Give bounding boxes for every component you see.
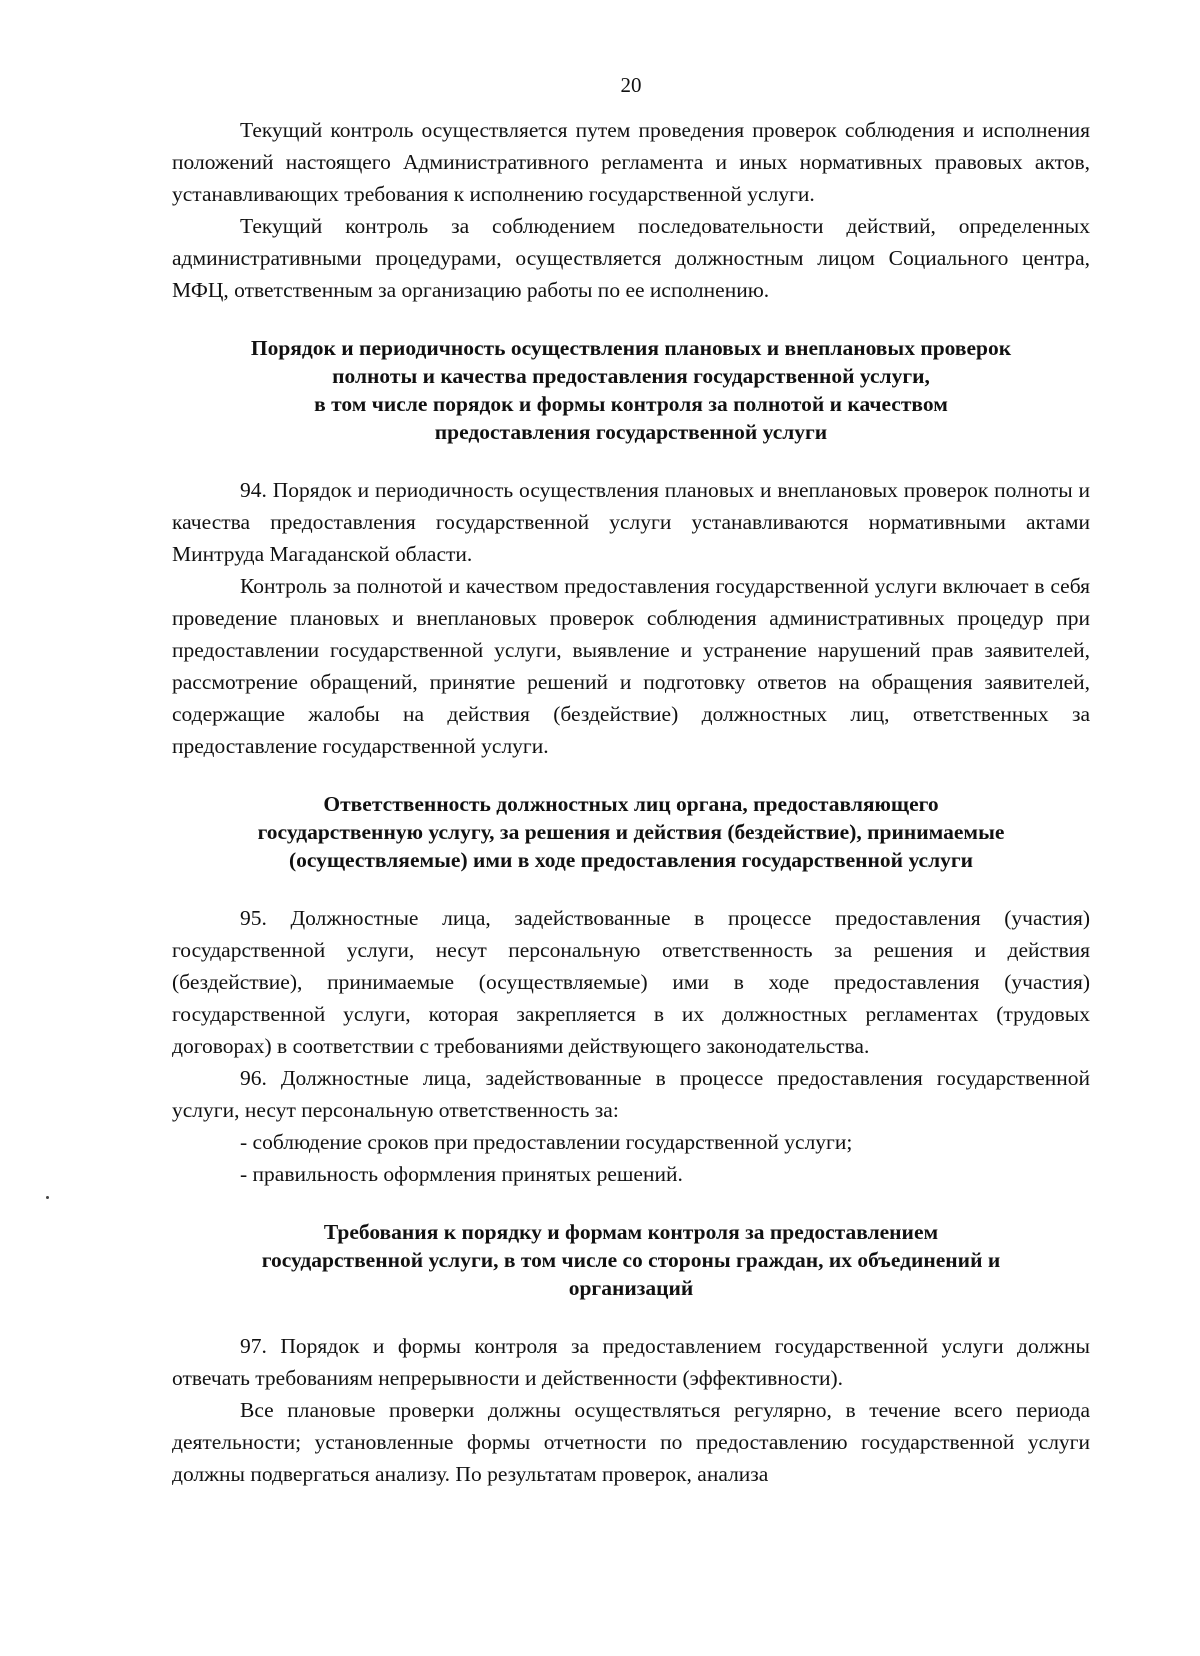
paragraph-planned-inspections: Все плановые проверки должны осуществляться регулярно, в течение всего периода деятельности; установленные формы отчетности по предоставлению государственной услуги должны подвергаться анализу. По результатам проверок, анализа: [172, 1398, 1090, 1486]
heading-line: Требования к порядку и формам контроля за предоставлением: [323, 1220, 939, 1244]
heading-line: государственной услуги, в том числе со стороны граждан, их объединений и: [261, 1248, 1001, 1272]
heading-line: Порядок и периодичность осуществления плановых и внеплановых проверок: [250, 336, 1012, 360]
heading-line: предоставления государственной услуги: [434, 420, 828, 444]
paragraph-97: 97. Порядок и формы контроля за предоставлением государственной услуги должны отвечать требованиям непрерывности и действенности (эффективности).: [172, 1334, 1090, 1390]
heading-line: организаций: [568, 1276, 694, 1300]
heading-line: государственную услугу, за решения и действия (бездействие), принимаемые: [257, 820, 1005, 844]
section-heading-responsibility: [172, 790, 1090, 874]
heading-line: в том числе порядок и формы контроля за полнотой и качеством: [314, 392, 948, 416]
list-item-decisions: - правильность оформления принятых решений.: [240, 1162, 683, 1186]
paragraph-current-control: Текущий контроль осуществляется путем проведения проверок соблюдения и исполнения положений настоящего Административного регламента и иных нормативных правовых актов, устанавливающих требования к исполнению государственной услуги.: [172, 118, 1090, 206]
paragraph-94: 94. Порядок и периодичность осуществления плановых и внеплановых проверок полноты и качества предоставления государственной услуги устанавливаются нормативными актами Минтруда Магаданской области.: [172, 478, 1090, 566]
paragraph-96: 96. Должностные лица, задействованные в процессе предоставления государственной услуги, несут персональную ответственность за:: [172, 1066, 1090, 1122]
paragraph-quality-control: Контроль за полнотой и качеством предоставления государственной услуги включает в себя проведение плановых и внеплановых проверок соблюдения административных процедур при предоставлении государственной услуги, выявление и устранение нарушений прав заявителей, рассмотрение обращений, принятие решений и подготовку ответов на обращения заявителей, содержащие жалобы на действия (бездействие) должностных лиц, ответственных за предоставление государственной услуги.: [172, 574, 1090, 758]
section-heading-inspections: [172, 334, 1090, 446]
page-number: 20: [620, 73, 642, 97]
scan-artifact-dot: [46, 1196, 49, 1199]
heading-line: Ответственность должностных лиц органа, предоставляющего: [323, 792, 939, 816]
paragraph-95: 95. Должностные лица, задействованные в процессе предоставления (участия) государственной услуги, несут персональную ответственность за решения и действия (бездействие), принимаемые (осуществляемые) ими в ходе предоставления (участия) государственной услуги, которая закрепляется в их должностных регламентах (трудовых договорах) в соответствии с требованиями действующего законодательства.: [172, 906, 1090, 1058]
heading-line: (осуществляемые) ими в ходе предоставления государственной услуги: [288, 848, 974, 872]
heading-line: полноты и качества предоставления государственной услуги,: [332, 364, 930, 388]
list-item-deadlines: - соблюдение сроков при предоставлении государственной услуги;: [240, 1130, 853, 1154]
paragraph-current-control-sequence: Текущий контроль за соблюдением последовательности действий, определенных административными процедурами, осуществляется должностным лицом Социального центра, МФЦ, ответственным за организацию работы по ее исполнению.: [172, 214, 1090, 302]
section-heading-control-requirements: [172, 1218, 1090, 1302]
